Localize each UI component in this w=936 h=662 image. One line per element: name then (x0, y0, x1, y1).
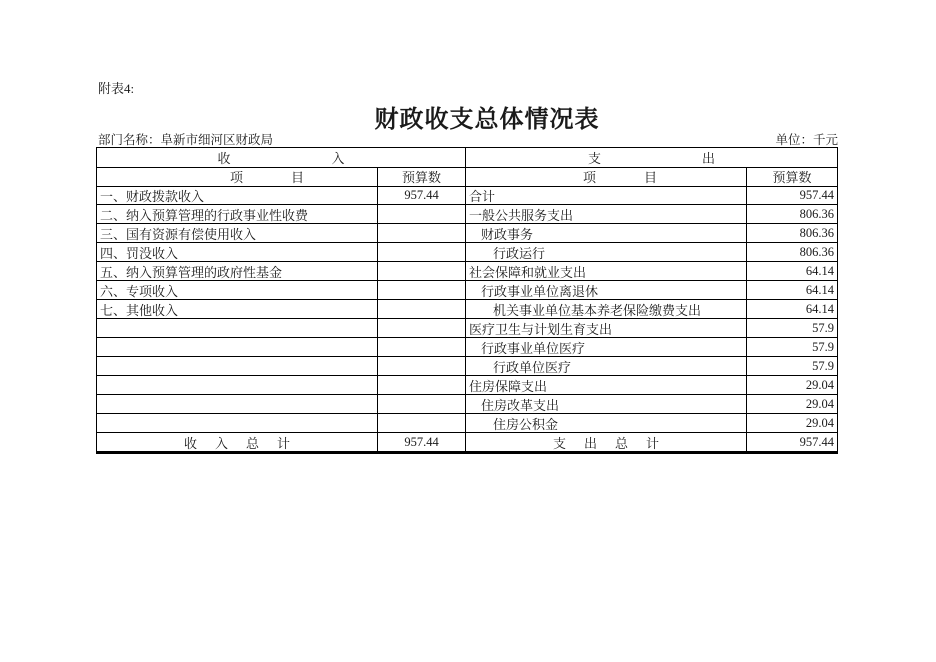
expense-value-cell: 57.9 (747, 357, 837, 376)
expense-total-value: 957.44 (747, 433, 837, 452)
income-budget-header: 预算数 (378, 167, 466, 187)
income-value-cell (378, 414, 466, 433)
expense-item-cell: 行政运行 (466, 243, 747, 262)
appendix-label: 附表4: (98, 81, 135, 96)
expense-item-cell: 一般公共服务支出 (466, 205, 747, 224)
income-item-cell (97, 338, 378, 357)
expense-section-header: 支出 (466, 148, 837, 168)
expense-value-cell: 957.44 (747, 186, 837, 205)
expense-value-cell: 57.9 (747, 338, 837, 357)
expense-item-cell: 住房公积金 (466, 414, 747, 433)
income-item-cell: 三、国有资源有偿使用收入 (97, 224, 378, 243)
income-value-cell (378, 357, 466, 376)
page-title: 财政收支总体情况表 (374, 107, 600, 133)
income-total-value: 957.44 (378, 433, 466, 452)
expense-item-cell: 医疗卫生与计划生育支出 (466, 319, 747, 338)
income-value-cell (378, 281, 466, 300)
budget-table (96, 147, 838, 454)
expense-item-cell: 合计 (466, 186, 747, 205)
income-value-cell (378, 224, 466, 243)
income-value-cell: 957.44 (378, 186, 466, 205)
income-item-cell: 一、财政拨款收入 (97, 186, 378, 205)
expense-item-cell: 财政事务 (466, 224, 747, 243)
expense-item-cell: 住房保障支出 (466, 376, 747, 395)
expense-value-cell: 806.36 (747, 243, 837, 262)
income-item-cell (97, 357, 378, 376)
income-value-cell (378, 338, 466, 357)
expense-value-cell: 57.9 (747, 319, 837, 338)
expense-total-label: 支出总计 (466, 433, 747, 452)
expense-item-cell: 机关事业单位基本养老保险缴费支出 (466, 300, 747, 319)
income-item-cell: 六、专项收入 (97, 281, 378, 300)
department-name: 部门名称：阜新市细河区财政局 (98, 133, 274, 147)
income-value-cell (378, 300, 466, 319)
income-item-cell (97, 414, 378, 433)
income-item-cell: 二、纳入预算管理的行政事业性收费 (97, 205, 378, 224)
expense-value-cell: 806.36 (747, 205, 837, 224)
income-item-cell (97, 395, 378, 414)
income-value-cell (378, 243, 466, 262)
expense-value-cell: 64.14 (747, 300, 837, 319)
expense-item-cell: 行政事业单位离退休 (466, 281, 747, 300)
expense-value-cell: 29.04 (747, 414, 837, 433)
income-item-cell: 七、其他收入 (97, 300, 378, 319)
income-value-cell (378, 395, 466, 414)
income-item-cell: 五、纳入预算管理的政府性基金 (97, 262, 378, 281)
expense-value-cell: 64.14 (747, 262, 837, 281)
expense-value-cell: 64.14 (747, 281, 837, 300)
expense-item-header: 项目 (466, 167, 747, 187)
income-item-cell (97, 319, 378, 338)
income-value-cell (378, 262, 466, 281)
income-total-label: 收入总计 (97, 433, 378, 452)
income-value-cell (378, 319, 466, 338)
expense-item-cell: 社会保障和就业支出 (466, 262, 747, 281)
expense-budget-header: 预算数 (747, 167, 837, 187)
income-value-cell (378, 376, 466, 395)
expense-value-cell: 29.04 (747, 376, 837, 395)
income-item-cell: 四、罚没收入 (97, 243, 378, 262)
income-value-cell (378, 205, 466, 224)
expense-item-cell: 住房改革支出 (466, 395, 747, 414)
income-section-header: 收入 (97, 148, 466, 168)
expense-value-cell: 29.04 (747, 395, 837, 414)
unit-label: 单位：千元 (775, 133, 838, 147)
income-item-cell (97, 376, 378, 395)
expense-item-cell: 行政单位医疗 (466, 357, 747, 376)
meta-line (98, 130, 838, 148)
expense-value-cell: 806.36 (747, 224, 837, 243)
expense-item-cell: 行政事业单位医疗 (466, 338, 747, 357)
income-item-header: 项目 (97, 167, 378, 187)
